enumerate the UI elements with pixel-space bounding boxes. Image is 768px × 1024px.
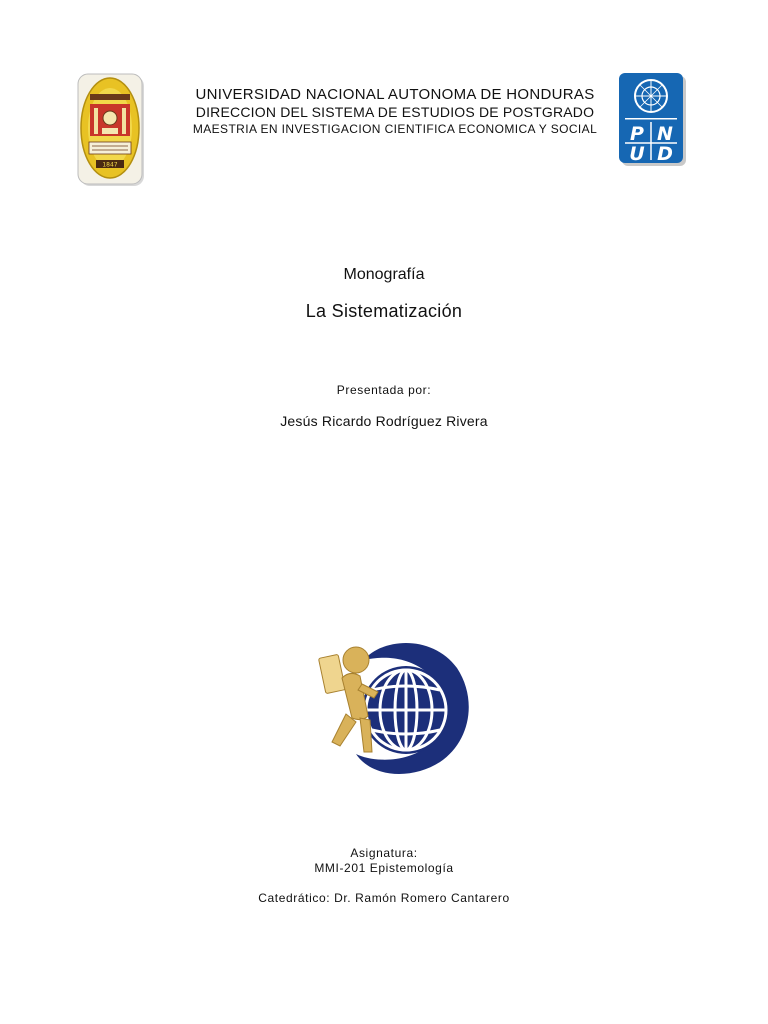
pnud-letter-n: N bbox=[657, 123, 673, 145]
seal-year: 1847 bbox=[102, 161, 118, 169]
subject-value: MMI-201 Epistemología bbox=[314, 861, 454, 875]
direction-name: DIRECCION DEL SISTEMA DE ESTUDIOS DE POSTGRADO bbox=[195, 104, 595, 120]
pnud-letter-u: U bbox=[629, 143, 645, 165]
program-name: MAESTRIA EN INVESTIGACION CIENTIFICA ECONOMICA Y SOCIAL bbox=[192, 122, 598, 136]
presented-by-label: Presentada por: bbox=[336, 383, 432, 397]
document-type: Monografía bbox=[343, 266, 425, 283]
university-name: UNIVERSIDAD NACIONAL AUTONOMA DE HONDURAS bbox=[195, 86, 595, 103]
author-name: Jesús Ricardo Rodríguez Rivera bbox=[280, 413, 488, 429]
pnud-letter-d: D bbox=[657, 143, 673, 165]
subject-label: Asignatura: bbox=[350, 846, 418, 860]
globe-figure-icon bbox=[312, 630, 478, 780]
pnud-letter-p: P bbox=[630, 123, 644, 145]
university-seal-icon bbox=[76, 72, 148, 190]
professor-name: Catedrático: Dr. Ramón Romero Cantarero bbox=[258, 891, 510, 905]
pnud-logo-icon bbox=[616, 70, 690, 168]
document-title: La Sistematización bbox=[305, 301, 463, 321]
